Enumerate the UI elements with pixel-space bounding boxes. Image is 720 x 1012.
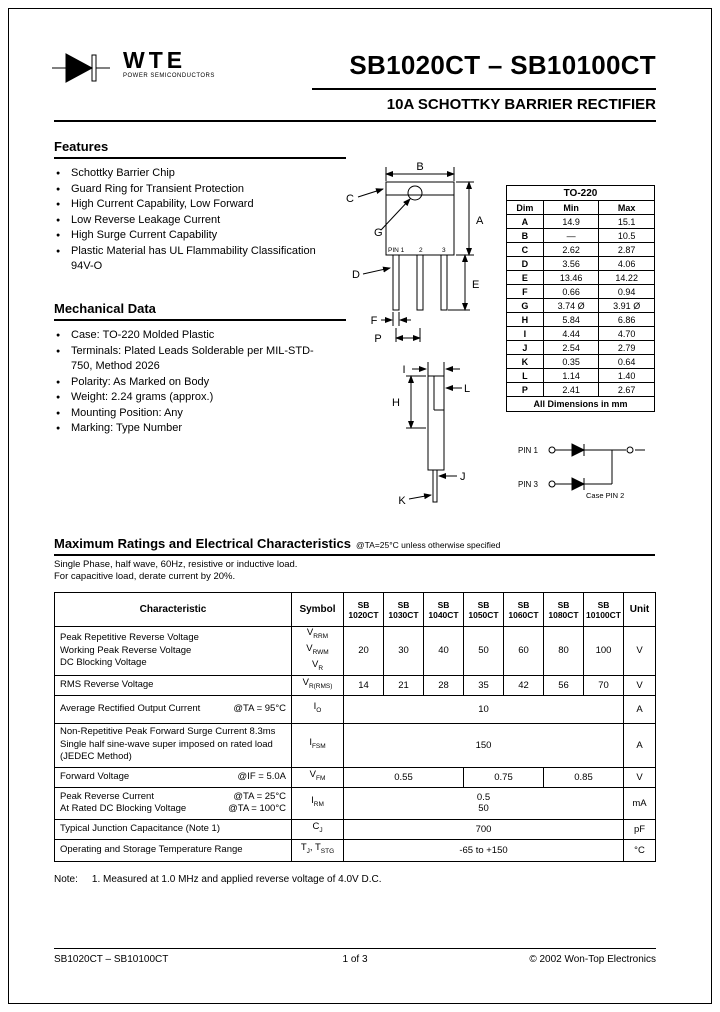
unit-cell: V bbox=[624, 675, 656, 695]
value-cell: 0.75 bbox=[464, 767, 544, 787]
dim-cell: D bbox=[507, 257, 544, 271]
dim-label-a: A bbox=[476, 215, 484, 227]
characteristic-cell: Non-Repetitive Peak Forward Surge Current 8.3ms Single half sine-wave super imposed on rated load (JEDEC Method) bbox=[55, 723, 292, 767]
dim-cell: 5.84 bbox=[543, 313, 599, 327]
dim-cell: H bbox=[507, 313, 544, 327]
dim-cell: 6.86 bbox=[599, 313, 655, 327]
dim-col-header: Min bbox=[543, 201, 599, 215]
dim-cell: 4.44 bbox=[543, 327, 599, 341]
footnote-text: 1. Measured at 1.0 MHz and applied reverse voltage of 4.0V D.C. bbox=[91, 874, 382, 885]
bullet-icon bbox=[54, 228, 71, 244]
package-front-view-diagram bbox=[336, 160, 506, 358]
dim-col-header: Max bbox=[599, 201, 655, 215]
footer-page-number: 1 of 3 bbox=[342, 954, 368, 965]
dim-table-footer: All Dimensions in mm bbox=[507, 397, 655, 412]
value-cell: 100 bbox=[584, 627, 624, 676]
footnote bbox=[54, 874, 382, 885]
dim-label-h: H bbox=[392, 397, 400, 409]
row-junction-capacitance bbox=[55, 819, 656, 839]
bullet-icon bbox=[54, 166, 71, 182]
dim-label-j: J bbox=[460, 471, 466, 483]
dim-table-title: TO-220 bbox=[507, 186, 655, 201]
value-cell: 150 bbox=[344, 723, 624, 767]
characteristic-cell: RMS Reverse Voltage bbox=[55, 675, 292, 695]
pin3-label: 3 bbox=[442, 247, 446, 254]
col-characteristic: Characteristic bbox=[55, 593, 292, 627]
features-section bbox=[54, 139, 346, 275]
value-cell: 10 bbox=[344, 695, 624, 723]
title-rule bbox=[312, 88, 656, 90]
unit-cell: mA bbox=[624, 787, 656, 819]
value-cell: 30 bbox=[384, 627, 424, 676]
value-cell: 80 bbox=[544, 627, 584, 676]
row-temperature-range bbox=[55, 839, 656, 861]
dim-cell: 2.54 bbox=[543, 341, 599, 355]
dim-cell: 13.46 bbox=[543, 271, 599, 285]
pin-configuration-schematic bbox=[516, 438, 658, 502]
dim-cell: 15.1 bbox=[599, 215, 655, 229]
dim-cell: G bbox=[507, 299, 544, 313]
footer-copyright: © 2002 Won-Top Electronics bbox=[529, 954, 657, 965]
dim-row bbox=[507, 285, 655, 299]
bullet-icon bbox=[54, 213, 71, 229]
ratings-heading: Maximum Ratings and Electrical Characteristics bbox=[54, 536, 351, 551]
dim-cell: 3.91 Ø bbox=[599, 299, 655, 313]
row-average-output-current bbox=[55, 695, 656, 723]
value-cell: 40 bbox=[424, 627, 464, 676]
dim-cell: 2.62 bbox=[543, 243, 599, 257]
dim-row bbox=[507, 369, 655, 383]
diode-symbol-icon bbox=[572, 444, 584, 456]
value-cell: 50 bbox=[464, 627, 504, 676]
col-device-sb1080ct: SB 1080CT bbox=[544, 593, 584, 627]
feature-item bbox=[54, 228, 322, 244]
mechanical-item bbox=[54, 344, 322, 375]
dim-label-e: E bbox=[472, 279, 480, 291]
dim-row bbox=[507, 383, 655, 397]
dim-label-c: C bbox=[346, 193, 354, 205]
bullet-icon bbox=[54, 197, 71, 213]
dim-cell: 0.35 bbox=[543, 355, 599, 369]
dim-col-header: Dim bbox=[507, 201, 544, 215]
ratings-table bbox=[54, 592, 656, 862]
dim-label-k: K bbox=[398, 495, 406, 507]
feature-text: Schottky Barrier Chip bbox=[71, 167, 175, 179]
part-number-title: SB1020CT – SB10100CT bbox=[349, 50, 656, 80]
unit-cell: °C bbox=[624, 839, 656, 861]
dim-cell: — bbox=[543, 229, 599, 243]
dim-cell: 0.64 bbox=[599, 355, 655, 369]
unit-cell: V bbox=[624, 627, 656, 676]
schematic-pin1-label: PIN 1 bbox=[518, 446, 539, 455]
symbol-cell: $I_O$ bbox=[292, 695, 344, 723]
dim-row bbox=[507, 271, 655, 285]
symbol-cell: $T_J$, $T_{STG}$ bbox=[292, 839, 344, 861]
mechanical-text: Mounting Position: Any bbox=[71, 406, 183, 419]
dim-row bbox=[507, 327, 655, 341]
features-heading: Features bbox=[54, 139, 346, 159]
diode-logo-icon bbox=[52, 48, 116, 88]
col-device-sb1050ct: SB 1050CT bbox=[464, 593, 504, 627]
feature-text: Low Reverse Leakage Current bbox=[71, 213, 221, 226]
dim-cell: C bbox=[507, 243, 544, 257]
dim-label-d: D bbox=[352, 269, 360, 281]
symbol-cell: $V_{RRM}$ $V_{RWM}$ $V_R$ bbox=[292, 627, 344, 676]
ratings-section-header bbox=[54, 536, 655, 582]
dim-cell: 14.9 bbox=[543, 215, 599, 229]
mechanical-item bbox=[54, 406, 322, 422]
bullet-icon bbox=[54, 421, 71, 437]
col-device-sb10100ct: SB 10100CT bbox=[584, 593, 624, 627]
value-cell: 14 bbox=[344, 675, 384, 695]
dim-row bbox=[507, 243, 655, 257]
characteristic-cell: Typical Junction Capacitance (Note 1) bbox=[55, 819, 292, 839]
mechanical-data-section bbox=[54, 301, 346, 437]
feature-text: High Surge Current Capability bbox=[71, 229, 218, 241]
bullet-icon bbox=[54, 406, 71, 422]
symbol-cell: $V_{FM}$ bbox=[292, 767, 344, 787]
dimension-table bbox=[506, 185, 655, 412]
dim-cell: 2.67 bbox=[599, 383, 655, 397]
diode-symbol-icon bbox=[572, 478, 584, 490]
row-rms-reverse-voltage bbox=[55, 675, 656, 695]
footnote-label: Note: bbox=[54, 874, 78, 885]
row-peak-reverse-current bbox=[55, 787, 656, 819]
value-cell: 28 bbox=[424, 675, 464, 695]
row-forward-voltage bbox=[55, 767, 656, 787]
value-cell: 0.55 bbox=[344, 767, 464, 787]
ratings-header-row bbox=[55, 593, 656, 627]
value-cell: 20 bbox=[344, 627, 384, 676]
mechanical-text: Terminals: Plated Leads Solderable per MIL-STD-750, Method 2026 bbox=[71, 344, 314, 372]
dim-cell: L bbox=[507, 369, 544, 383]
feature-item bbox=[54, 182, 322, 198]
dim-row bbox=[507, 355, 655, 369]
ratings-condition: @TA=25°C unless otherwise specified bbox=[355, 540, 501, 550]
mechanical-item bbox=[54, 375, 322, 391]
unit-cell: A bbox=[624, 695, 656, 723]
dim-cell: 4.70 bbox=[599, 327, 655, 341]
col-device-sb1020ct: SB 1020CT bbox=[344, 593, 384, 627]
schematic-pin3-label: PIN 3 bbox=[518, 480, 539, 489]
schematic-case-label: Case PIN 2 bbox=[586, 491, 625, 500]
dim-label-f: F bbox=[370, 315, 378, 327]
mechanical-item bbox=[54, 421, 322, 437]
dim-cell: 10.5 bbox=[599, 229, 655, 243]
col-device-sb1040ct: SB 1040CT bbox=[424, 593, 464, 627]
bullet-icon bbox=[54, 328, 71, 344]
value-cell: 60 bbox=[504, 627, 544, 676]
mechanical-text: Weight: 2.24 grams (approx.) bbox=[71, 391, 214, 403]
mechanical-text: Polarity: As Marked on Body bbox=[71, 375, 210, 388]
dim-cell: 2.41 bbox=[543, 383, 599, 397]
value-cell: -65 to +150 bbox=[344, 839, 624, 861]
header-rule bbox=[54, 120, 656, 122]
mechanical-text: Marking: Type Number bbox=[71, 422, 183, 434]
value-cell: 700 bbox=[344, 819, 624, 839]
dim-row bbox=[507, 257, 655, 271]
pin2-label: 2 bbox=[419, 247, 423, 254]
package-side-view-diagram bbox=[378, 358, 490, 510]
symbol-cell: $I_{FSM}$ bbox=[292, 723, 344, 767]
dim-cell: 3.56 bbox=[543, 257, 599, 271]
dim-label-l: L bbox=[464, 383, 471, 395]
unit-cell: A bbox=[624, 723, 656, 767]
ratings-note-line2: For capacitive load, derate current by 20%. bbox=[54, 570, 236, 582]
bullet-icon bbox=[54, 244, 71, 275]
dim-row bbox=[507, 341, 655, 355]
bullet-icon bbox=[54, 344, 71, 375]
pin1-label: PIN 1 bbox=[388, 247, 405, 254]
value-cell: 70 bbox=[584, 675, 624, 695]
dim-cell: F bbox=[507, 285, 544, 299]
feature-item bbox=[54, 197, 322, 213]
value-cell: 56 bbox=[544, 675, 584, 695]
dim-label-b: B bbox=[416, 161, 424, 173]
mechanical-text: Case: TO-220 Molded Plastic bbox=[71, 329, 215, 341]
characteristic-cell: Peak Repetitive Reverse Voltage Working Peak Reverse Voltage DC Blocking Voltage bbox=[55, 627, 292, 676]
brand-name: WTE bbox=[123, 47, 187, 73]
brand-tagline: POWER SEMICONDUCTORS bbox=[123, 73, 215, 79]
dim-cell: 14.22 bbox=[599, 271, 655, 285]
dim-cell: 3.74 Ø bbox=[543, 299, 599, 313]
brand-text-block bbox=[123, 48, 215, 79]
unit-cell: V bbox=[624, 767, 656, 787]
feature-text: Plastic Material has UL Flammability Classification 94V-O bbox=[71, 244, 316, 272]
dim-label-i: I bbox=[402, 364, 406, 376]
ratings-table-block bbox=[54, 592, 656, 862]
feature-item bbox=[54, 166, 322, 182]
dim-row bbox=[507, 215, 655, 229]
feature-text: Guard Ring for Transient Protection bbox=[71, 182, 245, 195]
page-footer bbox=[54, 954, 656, 965]
dim-cell: E bbox=[507, 271, 544, 285]
dim-cell: K bbox=[507, 355, 544, 369]
dim-cell: 2.79 bbox=[599, 341, 655, 355]
symbol-cell: $V_{R(RMS)}$ bbox=[292, 675, 344, 695]
dim-cell: I bbox=[507, 327, 544, 341]
bullet-icon bbox=[54, 375, 71, 391]
dim-row bbox=[507, 229, 655, 243]
value-cell: 21 bbox=[384, 675, 424, 695]
characteristic-cell: Average Rectified Output Current @TA = 95°C bbox=[55, 695, 292, 723]
dim-row bbox=[507, 313, 655, 327]
characteristic-cell: Operating and Storage Temperature Range bbox=[55, 839, 292, 861]
mechanical-heading: Mechanical Data bbox=[54, 301, 346, 321]
brand-logo bbox=[52, 48, 215, 88]
col-unit: Unit bbox=[624, 593, 656, 627]
characteristic-cell: Forward Voltage @IF = 5.0A bbox=[55, 767, 292, 787]
dim-row bbox=[507, 299, 655, 313]
characteristic-cell: Peak Reverse Current @TA = 25°C At Rated DC Blocking Voltage @TA = 100°C bbox=[55, 787, 292, 819]
feature-text: High Current Capability, Low Forward bbox=[71, 198, 254, 210]
dim-cell: A bbox=[507, 215, 544, 229]
symbol-cell: $C_J$ bbox=[292, 819, 344, 839]
mechanical-item bbox=[54, 390, 322, 406]
col-device-sb1030ct: SB 1030CT bbox=[384, 593, 424, 627]
feature-item bbox=[54, 213, 322, 229]
unit-cell: pF bbox=[624, 819, 656, 839]
device-subtitle: 10A SCHOTTKY BARRIER RECTIFIER bbox=[386, 96, 656, 113]
bullet-icon bbox=[54, 182, 71, 198]
dim-cell: 4.06 bbox=[599, 257, 655, 271]
dim-cell: J bbox=[507, 341, 544, 355]
symbol-cell: $I_{RM}$ bbox=[292, 787, 344, 819]
mechanical-item bbox=[54, 328, 322, 344]
dim-label-g: G bbox=[374, 227, 383, 239]
row-surge-current bbox=[55, 723, 656, 767]
footer-part-number: SB1020CT – SB10100CT bbox=[54, 954, 169, 965]
value-cell: 0.85 bbox=[544, 767, 624, 787]
dimension-table-block bbox=[506, 185, 655, 412]
dim-cell: B bbox=[507, 229, 544, 243]
col-device-sb1060ct: SB 1060CT bbox=[504, 593, 544, 627]
dim-cell: 0.94 bbox=[599, 285, 655, 299]
dim-cell: 0.66 bbox=[543, 285, 599, 299]
row-reverse-voltage bbox=[55, 627, 656, 676]
dim-cell: 1.40 bbox=[599, 369, 655, 383]
ratings-note-line1: Single Phase, half wave, 60Hz, resistive or inductive load. bbox=[54, 559, 298, 570]
feature-item bbox=[54, 244, 322, 275]
dim-cell: P bbox=[507, 383, 544, 397]
value-cell: 0.5 50 bbox=[344, 787, 624, 819]
value-cell: 35 bbox=[464, 675, 504, 695]
bullet-icon bbox=[54, 390, 71, 406]
dim-label-p: P bbox=[374, 333, 382, 345]
dim-cell: 1.14 bbox=[543, 369, 599, 383]
value-cell: 42 bbox=[504, 675, 544, 695]
footer-rule bbox=[54, 948, 656, 949]
dim-cell: 2.87 bbox=[599, 243, 655, 257]
col-symbol: Symbol bbox=[292, 593, 344, 627]
